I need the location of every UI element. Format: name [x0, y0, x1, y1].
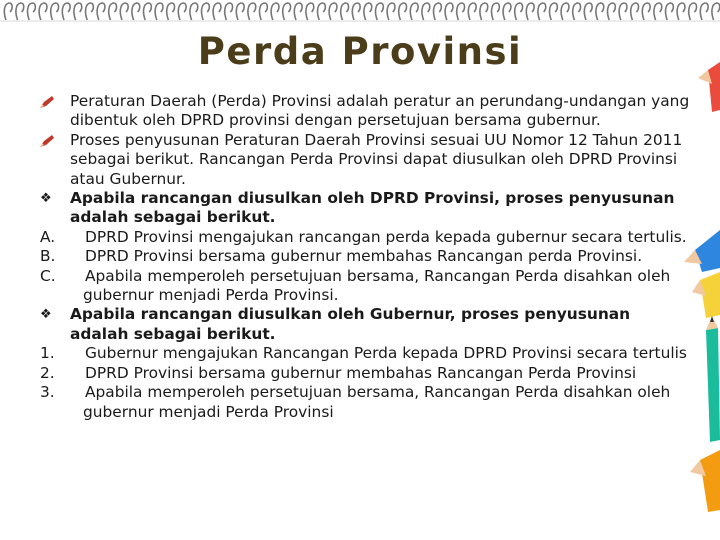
- spiral-ring: [155, 3, 163, 20]
- spiral-ring: [144, 3, 152, 20]
- list-item-2: [40, 364, 690, 383]
- spiral-ring: [213, 3, 221, 20]
- spiral-ring: [39, 3, 47, 20]
- teal-pencil-icon: [706, 316, 720, 442]
- slide-title: Perda Provinsi: [197, 30, 523, 73]
- spiral-ring: [4, 3, 12, 20]
- spiral-ring: [689, 3, 697, 20]
- spiral-ring: [712, 3, 720, 20]
- spiral-ring: [434, 3, 442, 20]
- spiral-ring: [631, 3, 639, 20]
- spiral-ring: [573, 3, 581, 20]
- list-text: DPRD Provinsi bersama gubernur membahas Rancangan perda Provinsi.: [85, 247, 643, 266]
- list-marker: A.: [40, 227, 56, 246]
- bullet-item-3: [40, 189, 690, 228]
- spiral-ring: [167, 3, 175, 20]
- list-item-a: [40, 228, 690, 247]
- yellow-pencil-icon: [692, 272, 720, 318]
- spiral-ring: [260, 3, 268, 20]
- spiral-ring: [515, 3, 523, 20]
- bullet-text: Peraturan Daerah (Perda) Provinsi adalah peratur an perundang-undangan yang dibentuk oleh DPRD provinsi dengan persetujuan bersama gubernur.: [70, 92, 690, 130]
- spiral-ring: [28, 3, 36, 20]
- spiral-ring: [306, 3, 314, 20]
- spiral-ring: [283, 3, 291, 20]
- spiral-ring: [132, 3, 140, 20]
- list-item-3: [40, 383, 690, 422]
- list-item-c: [40, 267, 690, 306]
- spiral-ring: [271, 3, 279, 20]
- spiral-ring: [51, 3, 59, 20]
- bullet-item-1: [40, 92, 690, 131]
- spiral-ring: [538, 3, 546, 20]
- orange-pencil-icon: [690, 450, 720, 512]
- spiral-ring: [62, 3, 70, 20]
- spiral-ring: [468, 3, 476, 20]
- list-marker: 2.: [40, 363, 55, 382]
- spiral-ring: [318, 3, 326, 20]
- spiral-ring: [341, 3, 349, 20]
- spiral-ring: [248, 3, 256, 20]
- spiral-ring: [86, 3, 94, 20]
- bullet-item-2: [40, 131, 690, 189]
- spiral-ring: [364, 3, 372, 20]
- spiral-ring: [700, 3, 708, 20]
- list-text: DPRD Provinsi mengajukan rancangan perda kepada gubernur secara tertulis.: [85, 227, 687, 246]
- spiral-ring: [387, 3, 395, 20]
- spiral-ring: [16, 3, 24, 20]
- list-text: Apabila memperoleh persetujuan bersama, Rancangan Perda disahkan oleh gubernur menjadi Perda Provinsi: [83, 383, 671, 421]
- spiral-ring: [376, 3, 384, 20]
- spiral-ring: [352, 3, 360, 20]
- spiral-ring: [422, 3, 430, 20]
- spiral-ring: [503, 3, 511, 20]
- list-marker: B.: [40, 247, 56, 266]
- list-marker: 1.: [40, 344, 55, 363]
- pencil-bullet-icon: [40, 131, 70, 152]
- list-text: Apabila memperoleh persetujuan bersama, Rancangan Perda disahkan oleh gubernur menjadi Perda Provinsi.: [83, 266, 671, 305]
- bullet-item-4: [40, 305, 690, 344]
- spiral-ring: [596, 3, 604, 20]
- spiral-ring: [445, 3, 453, 20]
- diamond-bullet-icon: ❖: [40, 307, 52, 323]
- list-marker: 3.: [40, 383, 55, 402]
- spiral-ring: [225, 3, 233, 20]
- list-text: DPRD Provinsi bersama gubernur membahas Rancangan Perda Provinsi: [85, 363, 637, 382]
- spiral-ring: [457, 3, 465, 20]
- spiral-ring: [410, 3, 418, 20]
- spiral-ring: [584, 3, 592, 20]
- bullet-text: Apabila rancangan diusulkan oleh DPRD Provinsi, proses penyusunan adalah sebagai berikut.: [70, 189, 675, 227]
- spiral-ring: [677, 3, 685, 20]
- spiral-ring: [120, 3, 128, 20]
- spiral-ring: [480, 3, 488, 20]
- spiral-ring: [550, 3, 558, 20]
- spiral-ring: [642, 3, 650, 20]
- spiral-ring: [202, 3, 210, 20]
- spiral-ring: [74, 3, 82, 20]
- list-text: Gubernur mengajukan Rancangan Perda kepada DPRD Provinsi secara tertulis: [85, 344, 687, 363]
- spiral-ring: [492, 3, 500, 20]
- spiral-ring: [526, 3, 534, 20]
- spiral-ring: [608, 3, 616, 20]
- spiral-ring: [190, 3, 198, 20]
- list-item-1: [40, 344, 690, 363]
- spiral-ring: [666, 3, 674, 20]
- bullet-text: Apabila rancangan diusulkan oleh Gubernur, proses penyusunan adalah sebagai berikut.: [70, 305, 631, 343]
- spiral-ring: [561, 3, 569, 20]
- diamond-bullet-icon: ❖: [40, 191, 52, 207]
- spiral-ring: [399, 3, 407, 20]
- bullet-text: Proses penyusunan Peraturan Daerah Provinsi sesuai UU Nomor 12 Tahun 2011 sebagai berikut. Rancangan Perda Provinsi dapat diusulkan oleh DPRD Provinsi atau Gubernur.: [70, 130, 683, 188]
- spiral-ring: [236, 3, 244, 20]
- notebook-spiral: [0, 0, 720, 24]
- slide-body: [40, 92, 690, 422]
- spiral-ring: [294, 3, 302, 20]
- list-marker: C.: [40, 266, 56, 285]
- spiral-ring: [178, 3, 186, 20]
- spiral-ring: [329, 3, 337, 20]
- list-item-b: [40, 247, 690, 266]
- spiral-ring: [654, 3, 662, 20]
- spiral-ring: [97, 3, 105, 20]
- pencil-bullet-icon: [40, 92, 70, 113]
- spiral-ring: [619, 3, 627, 20]
- spiral-ring: [109, 3, 117, 20]
